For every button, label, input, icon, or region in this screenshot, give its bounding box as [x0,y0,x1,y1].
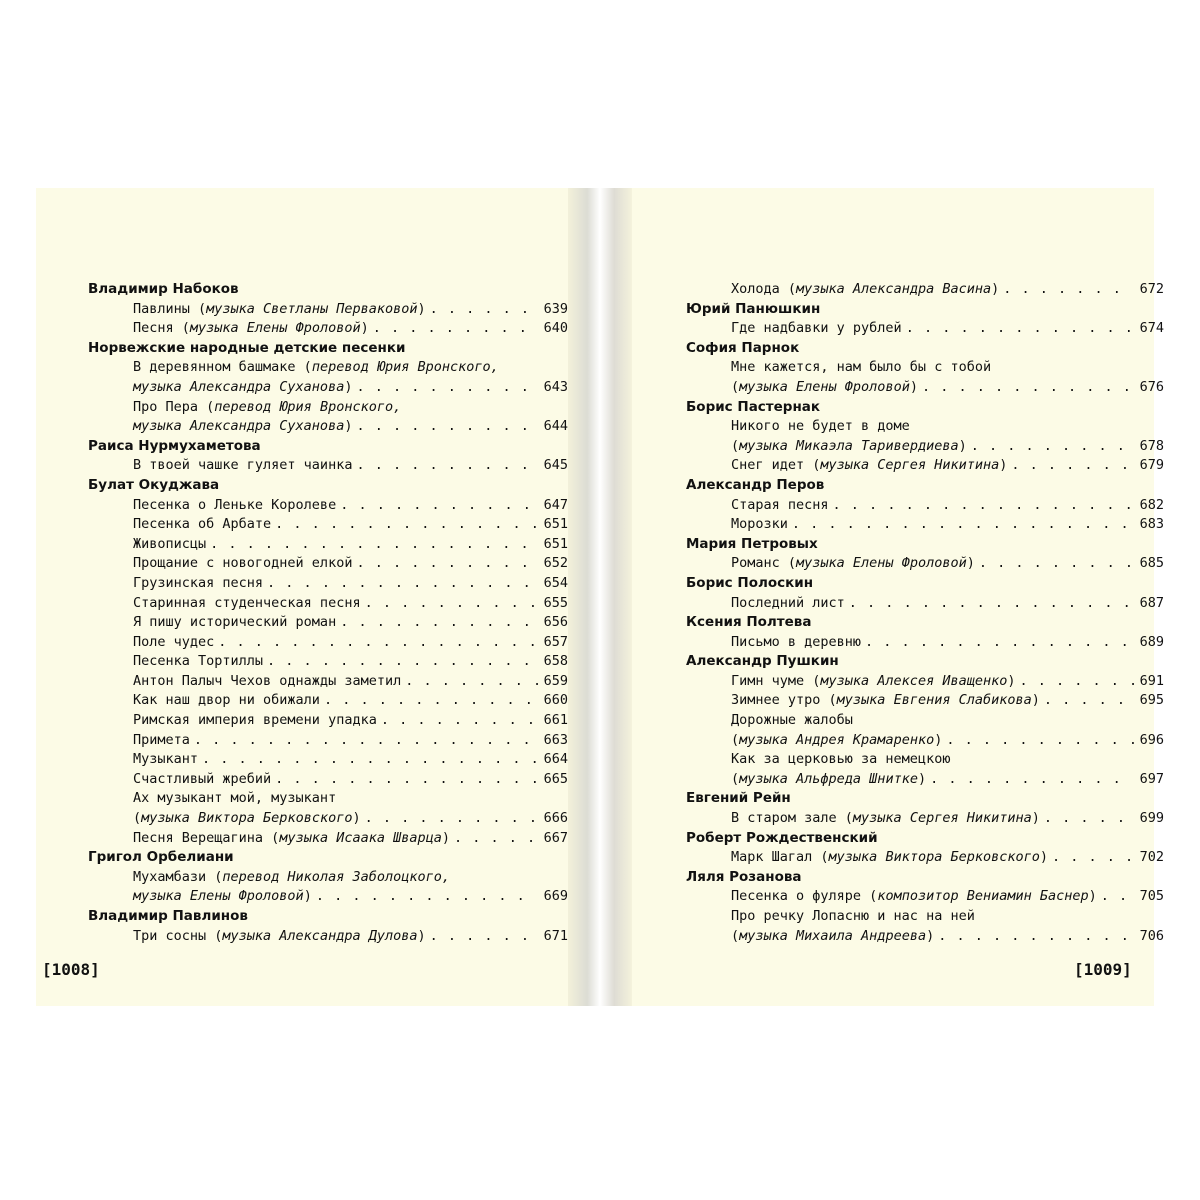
entry-title-text: ( [731,770,740,787]
entry-closing-text: ) [926,927,935,944]
dot-leader [405,672,537,692]
author-heading: Юрий Панюшкин [686,300,821,317]
toc-entry [88,809,568,829]
entry-credit-text: перевод Юрия Вронского, [311,359,499,376]
toc-entry [88,829,568,849]
entry-closing-text: ) [344,418,353,435]
dot-leader [316,887,538,907]
entry-closing-text: ) [417,300,426,317]
entry-credit-text: музыка Виктора Берковского [141,810,353,827]
toc-entry-title [133,809,361,829]
entry-credit-text: музыка Светланы Перваковой [206,300,418,317]
toc-entry [686,456,1164,476]
entry-credit-text: музыка Сергея Никитина [852,810,1032,827]
dot-leader [979,554,1134,574]
toc-entry [88,770,568,790]
toc-entry [686,515,1164,535]
toc-entry [686,378,1164,398]
entry-title-text: Живописцы [133,535,207,552]
toc-page-number: 665 [543,770,568,787]
entry-closing-text: ) [958,437,967,454]
toc-page-number: 699 [1139,810,1164,827]
page-number-right: [1009] [1074,960,1132,979]
toc-entry-title [133,887,312,907]
entry-title-text: ( [133,810,142,827]
entry-closing-text: ) [360,320,369,337]
dot-leader [946,731,1133,751]
toc-page-number: 661 [543,712,568,729]
toc-entry-title [133,300,426,320]
entry-closing-text: ) [991,281,1000,297]
toc-entry [88,574,568,594]
entry-title-text: ( [731,378,740,395]
dot-leader [194,731,538,751]
toc-entry-line [686,750,1164,770]
toc-entry-title [731,319,902,339]
dot-leader [938,927,1133,947]
toc-page-number: 658 [543,653,568,670]
dot-leader [1044,691,1134,711]
toc-entry-title [133,319,369,339]
entry-title-text: Примета [133,731,190,748]
entry-title-text: Никого не будет в доме [731,418,910,435]
entry-title-text: Старинная студенческая песня [133,594,361,611]
toc-page-number: 666 [543,810,568,827]
entry-title-text: ( [731,731,740,748]
entry-title-text: Дорожные жалобы [731,712,853,729]
toc-entry-title [731,633,861,653]
entry-title-text: Песенка о Леньке Королеве [133,496,337,513]
dot-leader [865,633,1134,653]
entry-title-text: Музыкант [133,751,199,768]
toc-entry [686,496,1164,516]
right-page-contents [686,280,1164,946]
toc-page-number: 674 [1139,320,1164,337]
toc-page-number: 696 [1139,731,1164,748]
toc-page-number: 689 [1139,633,1164,650]
dot-leader [373,319,538,339]
toc-page-number: 697 [1139,770,1164,787]
toc-entry [88,633,568,653]
entry-title-text: Письмо в деревню [731,633,862,650]
entry-title-text: Песня ( [133,320,190,337]
entry-title-text: Римская империя времени упадка [133,712,377,729]
author-heading: Борис Полоскин [686,574,814,591]
toc-entry-title [731,280,999,300]
entry-title-text: Последний лист [731,594,845,611]
entry-closing-text: ) [417,927,426,944]
entry-credit-text: композитор Вениамин Баснер [877,888,1089,905]
toc-entry-title [731,731,942,751]
entry-title-text: Как за церковью за немецкою [731,751,951,768]
dot-leader [210,535,537,555]
toc-page-number: 654 [543,574,568,591]
toc-page-number: 651 [543,516,568,533]
entry-credit-text: перевод Николая Заболоцкого, [222,868,450,885]
entry-title-text: Мне кажется, нам было бы с тобой [731,359,992,376]
dot-leader [430,927,538,947]
dot-leader [1044,809,1134,829]
toc-entry-title [731,927,934,947]
book-spread [36,188,1164,1006]
toc-page-number: 640 [543,320,568,337]
entry-title-text: Три сосны ( [133,927,223,944]
toc-entry-title [731,437,967,457]
dot-leader [1003,280,1133,300]
toc-entry [88,594,568,614]
dot-leader [324,691,538,711]
toc-page-number: 683 [1139,516,1164,533]
toc-page-number: 657 [543,633,568,650]
toc-entry [88,750,568,770]
toc-entry-title [731,496,829,516]
dot-leader [1101,887,1134,907]
entry-title-text: Павлины ( [133,300,207,317]
entry-credit-text: музыка Александра Дулова [222,927,418,944]
toc-entry-line [686,358,1164,378]
author-heading: Александр Пушкин [686,653,839,670]
toc-page-number: 647 [543,496,568,513]
dot-leader [930,770,1134,790]
entry-closing-text: ) [1031,810,1040,827]
toc-entry [88,319,568,339]
toc-entry-title [133,829,450,849]
entry-title-text: Песенка Тортиллы [133,653,264,670]
toc-entry [686,927,1164,947]
dot-leader [202,750,538,770]
toc-entry [88,515,568,535]
entry-title-text: ( [731,927,740,944]
toc-entry [88,554,568,574]
toc-entry-title [133,456,352,476]
entry-credit-text: музыка Елены Фроловой [739,378,910,395]
entry-title-text: Ах музыкант мой, музыкант [133,790,337,807]
entry-title-text: В твоей чашке гуляет чаинка [133,457,353,474]
entry-title-text: Старая песня [731,496,829,513]
dot-leader [792,515,1134,535]
book-gutter [568,188,632,1006]
entry-credit-text: музыка Виктора Берковского [828,849,1040,866]
entry-credit-text: перевод Юрия Вронского, [214,398,402,415]
toc-entry [88,691,568,711]
entry-closing-text: ) [344,378,353,395]
entry-title-text: Мухамбази ( [133,868,223,885]
toc-page-number: 669 [543,888,568,905]
dot-leader [922,378,1134,398]
author-heading: Борис Пастернак [686,398,821,415]
toc-entry-title [731,770,926,790]
toc-entry-title [731,456,1007,476]
dot-leader [365,594,538,614]
toc-entry-title [133,515,271,535]
entry-credit-text: музыка Елены Фроловой [796,555,967,572]
author-heading: Роберт Рождественский [686,829,878,846]
toc-entry-title [731,515,788,535]
entry-credit-text: музыка Исаака Шварца [279,829,442,846]
toc-page-number: 645 [543,457,568,474]
toc-page-number: 643 [543,378,568,395]
left-page-contents [88,280,568,946]
toc-entry [88,731,568,751]
toc-entry-title [731,691,1040,711]
dot-leader [381,711,538,731]
dot-leader [365,809,538,829]
toc-entry [686,731,1164,751]
entry-title-text: Антон Палыч Чехов однажды заметил [133,672,402,689]
dot-leader [267,574,538,594]
dot-leader [833,496,1134,516]
toc-entry-title [133,378,352,398]
toc-page-number: 702 [1139,849,1164,866]
toc-entry-title [133,496,336,516]
toc-entry-title [133,613,336,633]
entry-title-text: Морозки [731,516,788,533]
toc-page-number: 656 [543,614,568,631]
toc-entry-title [133,672,401,692]
toc-entry-line [686,907,1164,927]
toc-entry-title [731,848,1048,868]
page-number-left: [1008] [42,960,100,979]
toc-entry [88,613,568,633]
toc-page-number: 663 [543,731,568,748]
toc-entry-title [731,672,1015,692]
dot-leader [454,829,538,849]
dot-leader [356,378,537,398]
toc-entry-title [133,574,263,594]
entry-title-text: Гимн чуме ( [731,672,821,689]
author-heading: София Парнок [686,339,800,356]
toc-page-number: 678 [1139,437,1164,454]
entry-credit-text: музыка Елены Фроловой [133,888,304,905]
toc-page-number: 644 [543,418,568,435]
toc-entry [88,417,568,437]
toc-entry-title [133,417,352,437]
dot-leader [275,515,537,535]
entry-credit-text: музыка Алексея Иващенко [820,672,1008,689]
entry-title-text: Где надбавки у рублей [731,320,902,337]
dot-leader [356,417,537,437]
toc-entry [88,887,568,907]
author-heading: Владимир Набоков [88,281,239,297]
dot-leader [340,613,537,633]
entry-credit-text: музыка Александра Суханова [133,418,345,435]
toc-entry-title [133,633,214,653]
author-heading: Григол Орбелиани [88,849,234,866]
toc-entry-title [133,652,263,672]
entry-closing-text: ) [934,731,943,748]
toc-page-number: 679 [1139,457,1164,474]
entry-title-text: Про Пера ( [133,398,215,415]
toc-entry-title [133,770,271,790]
entry-credit-text: музыка Елены Фроловой [189,320,361,337]
entry-title-text: Песня Верещагина ( [133,829,280,846]
entry-closing-text: ) [1031,692,1040,709]
dot-leader [340,496,537,516]
toc-entry [88,711,568,731]
entry-title-text: Поле чудес [133,633,215,650]
toc-page-number: 682 [1139,496,1164,513]
toc-entry [686,554,1164,574]
entry-closing-text: ) [352,810,361,827]
dot-leader [275,770,537,790]
entry-title-text: Снег идет ( [731,457,821,474]
toc-entry-line [88,789,568,809]
entry-title-text: Грузинская песня [133,574,264,591]
entry-closing-text: ) [1039,849,1049,866]
entry-title-text: Песенка о фуляре ( [731,888,878,905]
entry-closing-text: ) [917,770,927,787]
toc-page-number: 676 [1139,378,1164,395]
entry-title-text: Романс ( [731,555,797,572]
entry-closing-text: ) [1088,888,1097,905]
author-heading: Мария Петровых [686,535,818,552]
author-heading: Булат Окуджава [88,476,220,493]
toc-entry [88,496,568,516]
entry-credit-text: музыка Евгения Слабикова [836,692,1032,709]
toc-entry-title [731,378,918,398]
toc-entry [686,672,1164,692]
entry-credit-text: музыка Михаила Андреева [739,927,927,944]
toc-entry [686,280,1164,300]
toc-entry [686,319,1164,339]
entry-closing-text: ) [303,888,312,905]
toc-page-number: 695 [1139,692,1164,709]
toc-entry-title [731,809,1040,829]
toc-entry-title [133,554,352,574]
entry-credit-text: музыка Сергея Никитина [820,457,1000,474]
entry-title-text: Марк Шагал ( [731,849,829,866]
toc-entry [686,437,1164,457]
toc-entry [88,535,568,555]
toc-entry-title [133,711,377,731]
entry-title-text: Счастливый жребий [133,770,272,787]
author-heading: Ксения Полтева [686,614,812,631]
entry-title-text: Зимнее утро ( [731,692,837,709]
author-heading: Норвежские народные детские песенки [88,339,406,356]
dot-leader [906,319,1134,339]
entry-title-text: Холода ( [731,281,797,297]
toc-entry [88,927,568,947]
toc-page-number: 667 [543,829,568,846]
entry-title-text: Я пишу исторический роман [133,614,337,631]
toc-entry-line [88,398,568,418]
author-heading: Ляля Розанова [686,868,802,885]
toc-entry-line [88,358,568,378]
toc-page-number: 685 [1139,555,1164,572]
dot-leader [430,300,538,320]
entry-title-text: В деревянном башмаке ( [133,359,312,376]
entry-closing-text: ) [909,378,918,395]
dot-leader [218,633,537,653]
entry-closing-text: ) [966,555,975,572]
toc-page-number: 664 [543,751,568,768]
toc-entry [686,887,1164,907]
toc-page-number: 652 [543,555,568,572]
toc-entry [686,770,1164,790]
toc-page-number: 651 [543,535,568,552]
toc-entry [686,594,1164,614]
toc-entry [686,848,1164,868]
toc-entry-title [731,594,845,614]
toc-entry [88,456,568,476]
toc-page-number: 659 [543,672,568,689]
author-heading: Владимир Павлинов [88,908,248,924]
toc-page-number: 671 [543,927,568,944]
entry-credit-text: музыка Александра Васина [796,281,992,297]
entry-closing-text: ) [1007,672,1016,689]
author-heading: Раиса Нурмухаметова [88,437,261,454]
author-heading: Евгений Рейн [686,790,791,807]
toc-entry [88,652,568,672]
dot-leader [1052,848,1134,868]
dot-leader [1011,456,1133,476]
toc-entry-title [731,554,975,574]
toc-page-number: 687 [1139,594,1164,611]
toc-entry-title [133,594,361,614]
toc-entry [686,633,1164,653]
toc-entry-title [133,731,190,751]
toc-entry-title [133,927,426,947]
dot-leader [356,456,537,476]
entry-title-text: Песенка об Арбате [133,516,272,533]
entry-title-text: Про речку Лопасню и нас на ней [731,908,975,924]
toc-page-number: 660 [543,692,568,709]
toc-page-number: 672 [1139,281,1164,297]
toc-entry-title [133,750,198,770]
toc-entry [686,809,1164,829]
toc-entry [88,300,568,320]
entry-credit-text: музыка Александра Суханова [133,378,345,395]
toc-page-number: 705 [1139,888,1164,905]
entry-closing-text: ) [999,457,1008,474]
toc-entry-line [686,417,1164,437]
dot-leader [849,594,1134,614]
toc-entry [88,378,568,398]
toc-entry [88,672,568,692]
entry-title-text: ( [731,437,740,454]
toc-entry-line [88,868,568,888]
toc-page-number: 639 [543,300,568,317]
dot-leader [1019,672,1133,692]
entry-closing-text: ) [441,829,451,846]
toc-entry [686,691,1164,711]
dot-leader [971,437,1134,457]
entry-title-text: В старом зале ( [731,810,853,827]
toc-page-number: 691 [1139,672,1164,689]
author-heading: Александр Перов [686,476,825,493]
entry-title-text: Прощание с новогодней елкой [133,555,353,572]
dot-leader [267,652,538,672]
entry-title-text: Как наш двор ни обижали [133,692,320,709]
toc-page-number: 655 [543,594,568,611]
toc-entry-title [133,691,320,711]
dot-leader [356,554,537,574]
toc-page-number: 706 [1139,927,1164,944]
toc-entry-title [133,535,206,555]
entry-credit-text: музыка Альфреда Шнитке [739,770,918,787]
entry-credit-text: музыка Микаэла Таривердиева [739,437,959,454]
toc-entry-line [686,711,1164,731]
toc-entry-title [731,887,1097,907]
entry-credit-text: музыка Андрея Крамаренко [739,731,935,748]
